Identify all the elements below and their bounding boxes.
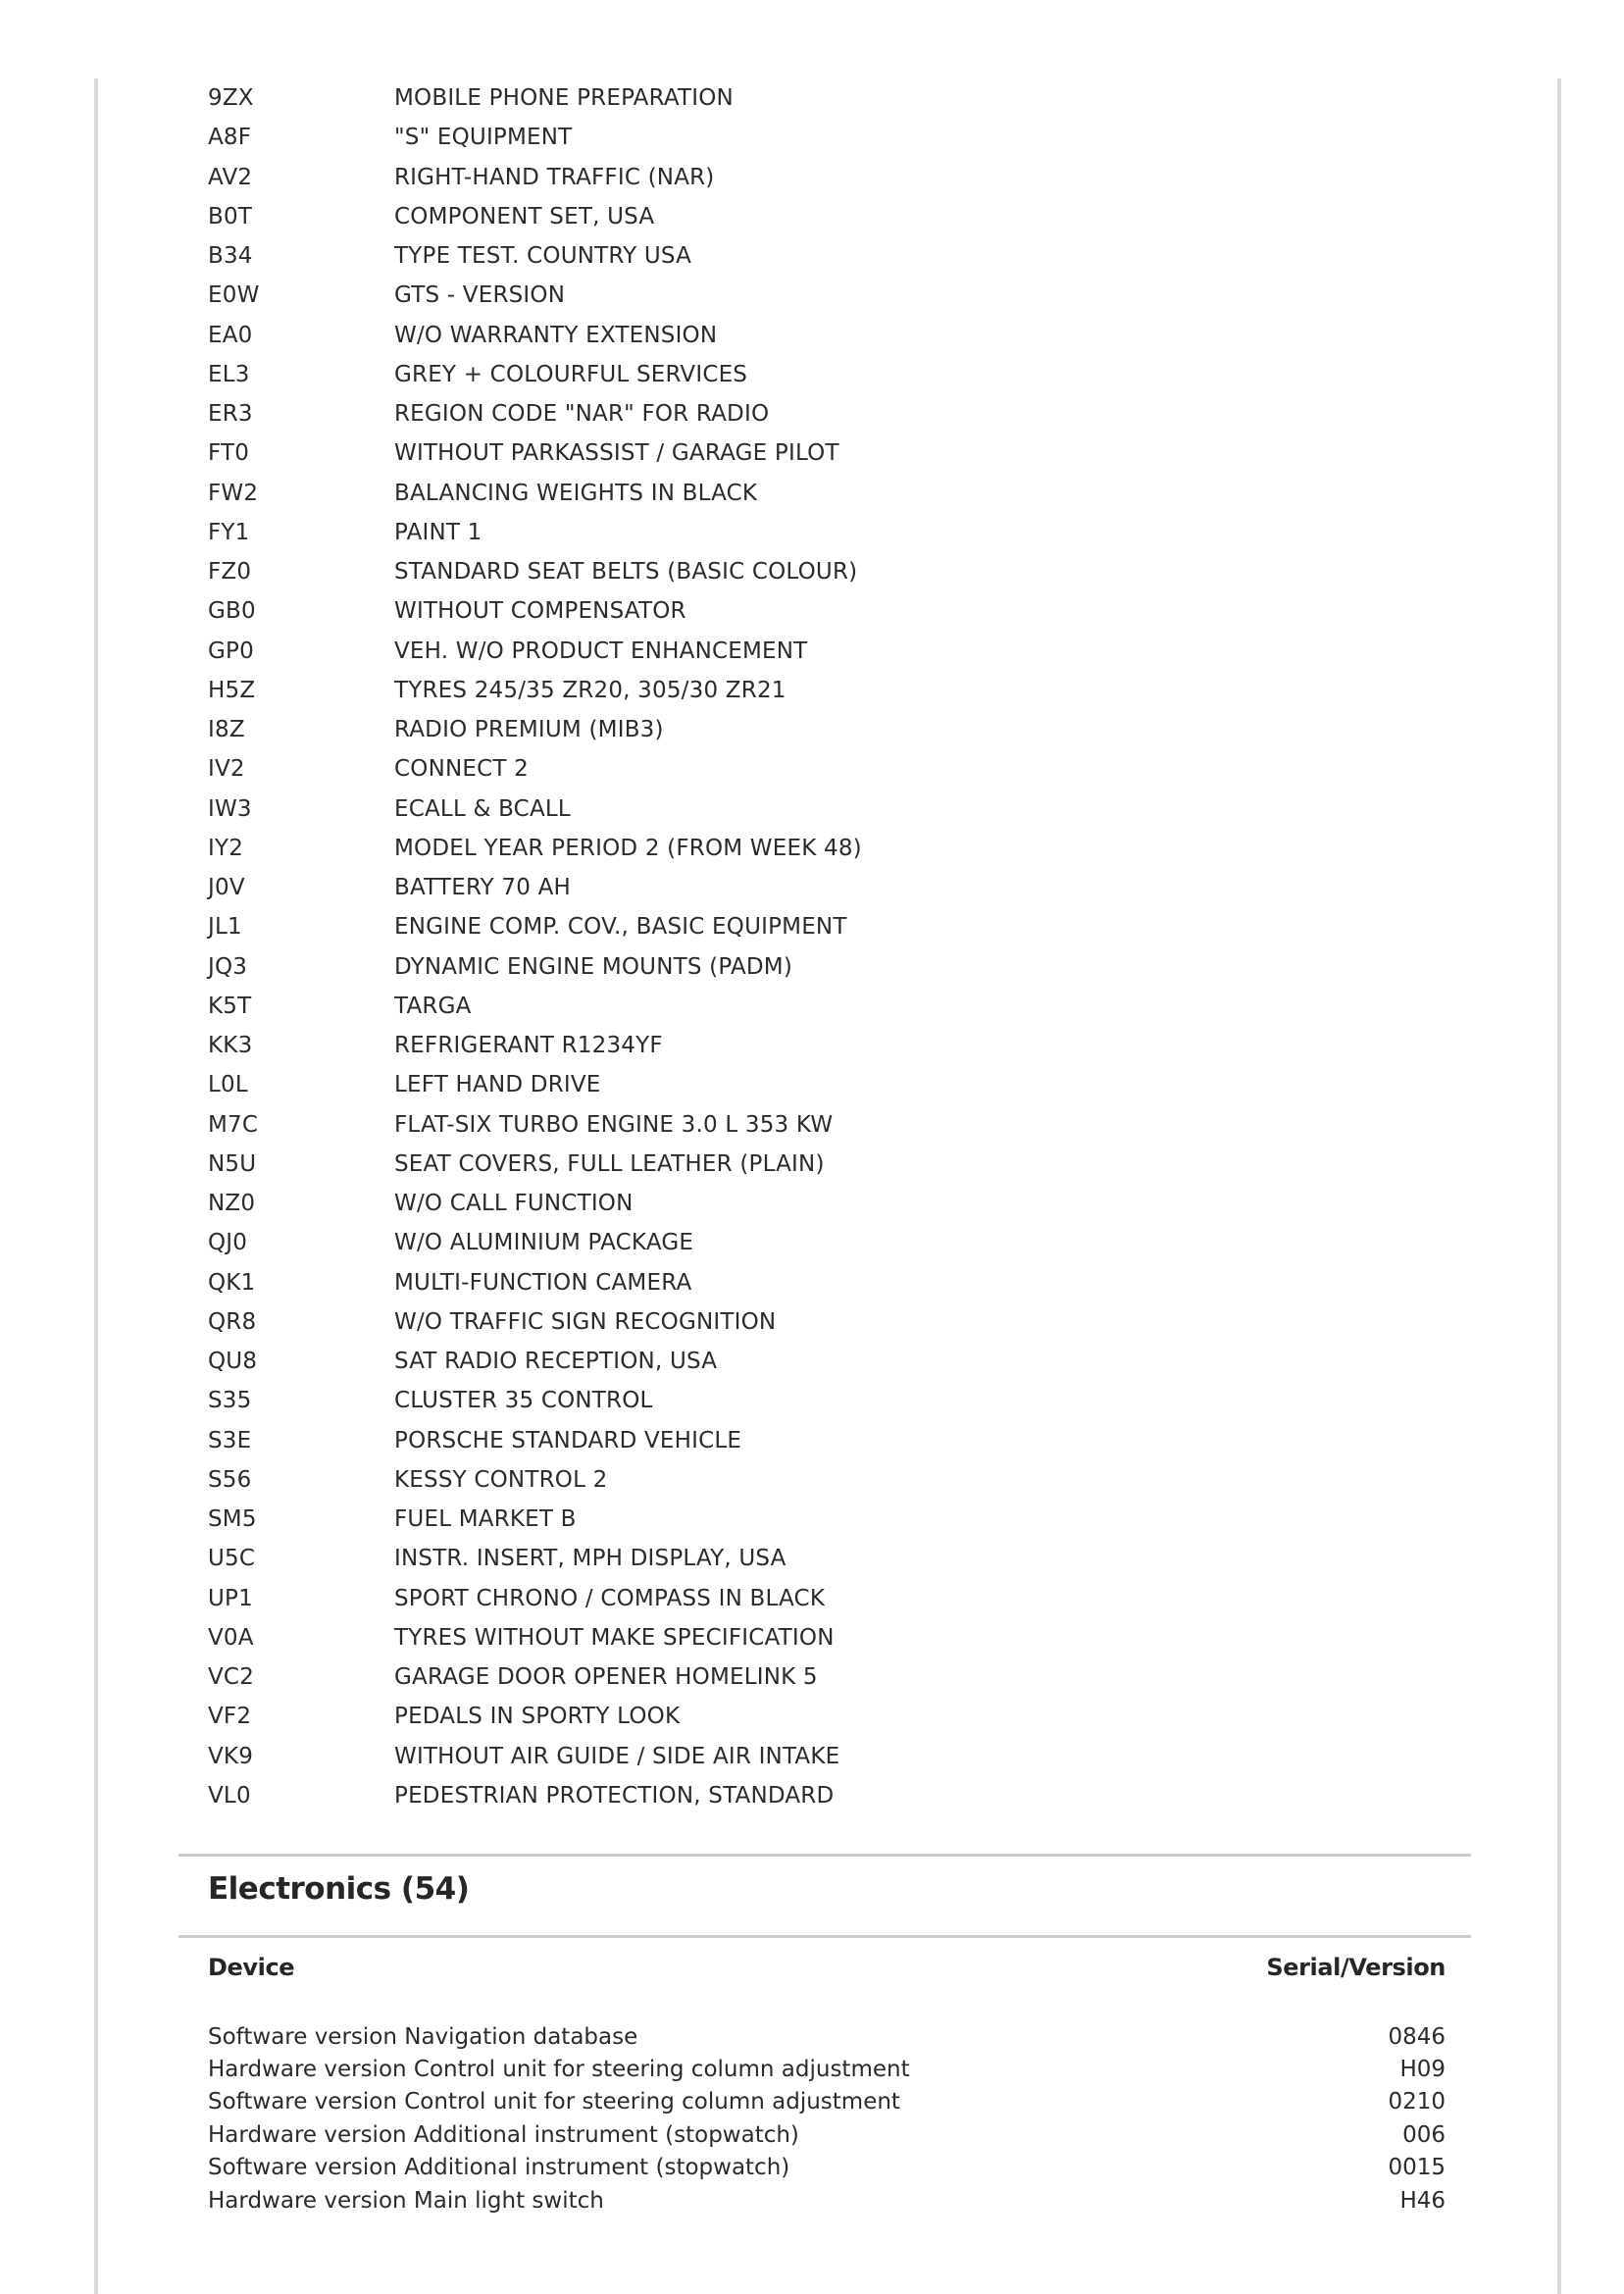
device-name: Hardware version Control unit for steering column adjustment xyxy=(208,2057,910,2083)
option-row xyxy=(208,987,1483,1026)
option-code: GB0 xyxy=(208,598,256,625)
device-name: Software version Navigation database xyxy=(208,2023,638,2050)
option-description: W/O WARRANTY EXTENSION xyxy=(394,322,718,348)
option-code: UP1 xyxy=(208,1585,253,1611)
option-code: FT0 xyxy=(208,440,250,467)
option-description: TYRES 245/35 ZR20, 305/30 ZR21 xyxy=(394,677,787,703)
option-description: REFRIGERANT R1234YF xyxy=(394,1033,663,1059)
option-code: QU8 xyxy=(208,1349,258,1375)
option-code: V0A xyxy=(208,1624,254,1651)
device-column-header: Device xyxy=(208,1954,295,1981)
option-code: A8F xyxy=(208,125,252,151)
option-code: FW2 xyxy=(208,480,259,506)
device-serial: 0210 xyxy=(1388,2089,1446,2116)
option-code: IY2 xyxy=(208,835,244,861)
option-code: EL3 xyxy=(208,361,250,387)
option-row xyxy=(208,552,1483,591)
option-code: M7C xyxy=(208,1111,259,1138)
option-row xyxy=(208,591,1483,631)
option-description: SAT RADIO RECEPTION, USA xyxy=(394,1349,718,1375)
option-code: VF2 xyxy=(208,1704,252,1730)
device-name: Hardware version Additional instrument (stopwatch) xyxy=(208,2121,799,2148)
option-description: CLUSTER 35 CONTROL xyxy=(394,1388,653,1414)
option-row xyxy=(208,1618,1483,1657)
option-row xyxy=(208,749,1483,789)
device-serial: 0015 xyxy=(1388,2155,1446,2181)
option-row xyxy=(208,1539,1483,1578)
option-code: L0L xyxy=(208,1072,248,1098)
option-description: TYRES WITHOUT MAKE SPECIFICATION xyxy=(394,1624,835,1651)
option-description: PEDESTRIAN PROTECTION, STANDARD xyxy=(394,1782,835,1809)
option-row xyxy=(208,1421,1483,1460)
table-row xyxy=(208,2053,1446,2085)
option-row xyxy=(208,1697,1483,1736)
option-row xyxy=(208,1105,1483,1145)
option-row xyxy=(208,947,1483,987)
option-row xyxy=(208,1381,1483,1420)
option-description: MULTI-FUNCTION CAMERA xyxy=(394,1269,692,1296)
option-description: W/O CALL FUNCTION xyxy=(394,1191,634,1217)
option-row xyxy=(208,78,1483,118)
option-row xyxy=(208,118,1483,157)
option-description: GREY + COLOURFUL SERVICES xyxy=(394,361,748,387)
option-code: QR8 xyxy=(208,1308,257,1335)
option-code: J0V xyxy=(208,875,245,901)
option-row xyxy=(208,433,1483,473)
device-serial: 006 xyxy=(1402,2121,1446,2148)
option-code: B34 xyxy=(208,243,253,270)
option-code: ER3 xyxy=(208,401,253,428)
serial-column-header: Serial/Version xyxy=(1266,1954,1446,1981)
option-description: W/O TRAFFIC SIGN RECOGNITION xyxy=(394,1308,777,1335)
device-serial: 0846 xyxy=(1388,2023,1446,2050)
table-row xyxy=(208,2118,1446,2151)
right-margin-rule xyxy=(1557,78,1561,2294)
option-description: TYPE TEST. COUNTRY USA xyxy=(394,243,692,270)
option-description: WITHOUT AIR GUIDE / SIDE AIR INTAKE xyxy=(394,1743,840,1769)
option-description: LEFT HAND DRIVE xyxy=(394,1072,601,1098)
option-description: TARGA xyxy=(394,993,472,1019)
option-row xyxy=(208,710,1483,749)
device-name: Software version Control unit for steering column adjustment xyxy=(208,2089,900,2116)
option-code: VC2 xyxy=(208,1664,255,1691)
device-serial: H09 xyxy=(1399,2057,1446,2083)
option-description: W/O ALUMINIUM PACKAGE xyxy=(394,1230,694,1256)
option-description: PORSCHE STANDARD VEHICLE xyxy=(394,1427,742,1453)
device-table xyxy=(208,2020,1446,2217)
option-row xyxy=(208,1460,1483,1500)
option-row xyxy=(208,1223,1483,1262)
option-row xyxy=(208,158,1483,197)
option-description: FLAT-SIX TURBO ENGINE 3.0 L 353 KW xyxy=(394,1111,834,1138)
option-code: JL1 xyxy=(208,914,242,941)
option-description: PEDALS IN SPORTY LOOK xyxy=(394,1704,681,1730)
option-description: RADIO PREMIUM (MIB3) xyxy=(394,717,664,743)
option-row xyxy=(208,829,1483,868)
option-row xyxy=(208,1500,1483,1539)
option-code: K5T xyxy=(208,993,252,1019)
option-row xyxy=(208,197,1483,236)
option-row xyxy=(208,355,1483,394)
option-code: E0W xyxy=(208,282,260,309)
option-description: GARAGE DOOR OPENER HOMELINK 5 xyxy=(394,1664,818,1691)
table-row xyxy=(208,2086,1446,2118)
option-code: S35 xyxy=(208,1388,252,1414)
option-row xyxy=(208,1579,1483,1618)
option-description: SPORT CHRONO / COMPASS IN BLACK xyxy=(394,1585,826,1611)
option-row xyxy=(208,1026,1483,1065)
option-code: QJ0 xyxy=(208,1230,248,1256)
option-description: FUEL MARKET B xyxy=(394,1506,577,1533)
option-row xyxy=(208,1263,1483,1302)
option-code: S3E xyxy=(208,1427,252,1453)
option-description: MODEL YEAR PERIOD 2 (FROM WEEK 48) xyxy=(394,835,862,861)
option-description: CONNECT 2 xyxy=(394,756,529,783)
option-description: SEAT COVERS, FULL LEATHER (PLAIN) xyxy=(394,1150,825,1177)
section-divider-bottom xyxy=(178,1935,1471,1938)
device-name: Hardware version Main light switch xyxy=(208,2187,604,2214)
device-table-header xyxy=(208,1954,1446,1981)
option-description: VEH. W/O PRODUCT ENHANCEMENT xyxy=(394,637,808,664)
option-code: AV2 xyxy=(208,164,253,190)
option-code: B0T xyxy=(208,203,253,229)
option-row xyxy=(208,1342,1483,1381)
option-description: DYNAMIC ENGINE MOUNTS (PADM) xyxy=(394,953,793,980)
option-row xyxy=(208,1145,1483,1184)
option-code: IW3 xyxy=(208,795,252,822)
option-description: BATTERY 70 AH xyxy=(394,875,572,901)
option-code: SM5 xyxy=(208,1506,257,1533)
option-row xyxy=(208,868,1483,907)
option-row xyxy=(208,236,1483,276)
option-description: COMPONENT SET, USA xyxy=(394,203,655,229)
option-description: WITHOUT COMPENSATOR xyxy=(394,598,686,625)
option-code: JQ3 xyxy=(208,953,248,980)
table-row xyxy=(208,2184,1446,2217)
option-code: NZ0 xyxy=(208,1191,256,1217)
option-description: BALANCING WEIGHTS IN BLACK xyxy=(394,480,758,506)
option-code: IV2 xyxy=(208,756,245,783)
option-description: "S" EQUIPMENT xyxy=(394,125,573,151)
option-row xyxy=(208,790,1483,829)
option-row xyxy=(208,1302,1483,1342)
option-row xyxy=(208,671,1483,710)
option-code: VL0 xyxy=(208,1782,251,1809)
option-description: KESSY CONTROL 2 xyxy=(394,1466,608,1493)
table-row xyxy=(208,2020,1446,2053)
option-row xyxy=(208,513,1483,552)
option-code: S56 xyxy=(208,1466,252,1493)
table-row xyxy=(208,2152,1446,2184)
option-row xyxy=(208,474,1483,513)
option-row xyxy=(208,1776,1483,1815)
option-code-list xyxy=(208,78,1483,1815)
option-code: FZ0 xyxy=(208,559,252,586)
option-description: GTS - VERSION xyxy=(394,282,566,309)
option-description: PAINT 1 xyxy=(394,519,482,545)
option-code: FY1 xyxy=(208,519,250,545)
option-code: 9ZX xyxy=(208,85,254,112)
option-code: VK9 xyxy=(208,1743,254,1769)
option-code: QK1 xyxy=(208,1269,256,1296)
option-row xyxy=(208,1184,1483,1223)
option-description: ECALL & BCALL xyxy=(394,795,571,822)
section-divider-top xyxy=(178,1854,1471,1857)
option-code: N5U xyxy=(208,1150,257,1177)
option-code: EA0 xyxy=(208,322,253,348)
option-code: U5C xyxy=(208,1546,256,1572)
option-row xyxy=(208,907,1483,946)
device-name: Software version Additional instrument (stopwatch) xyxy=(208,2155,790,2181)
option-description: MOBILE PHONE PREPARATION xyxy=(394,85,734,112)
option-row xyxy=(208,1657,1483,1697)
option-description: INSTR. INSERT, MPH DISPLAY, USA xyxy=(394,1546,787,1572)
option-code: I8Z xyxy=(208,717,245,743)
option-row xyxy=(208,1065,1483,1104)
device-serial: H46 xyxy=(1399,2187,1446,2214)
option-description: ENGINE COMP. COV., BASIC EQUIPMENT xyxy=(394,914,847,941)
left-margin-rule xyxy=(94,78,98,2294)
option-description: STANDARD SEAT BELTS (BASIC COLOUR) xyxy=(394,559,858,586)
option-description: WITHOUT PARKASSIST / GARAGE PILOT xyxy=(394,440,839,467)
option-code: KK3 xyxy=(208,1033,253,1059)
option-description: REGION CODE "NAR" FOR RADIO xyxy=(394,401,770,428)
option-description: RIGHT-HAND TRAFFIC (NAR) xyxy=(394,164,715,190)
section-title: Electronics (54) xyxy=(208,1871,470,1907)
option-code: GP0 xyxy=(208,637,254,664)
option-row xyxy=(208,394,1483,433)
option-code: H5Z xyxy=(208,677,256,703)
option-row xyxy=(208,1737,1483,1776)
option-row xyxy=(208,276,1483,315)
option-row xyxy=(208,632,1483,671)
option-row xyxy=(208,316,1483,355)
